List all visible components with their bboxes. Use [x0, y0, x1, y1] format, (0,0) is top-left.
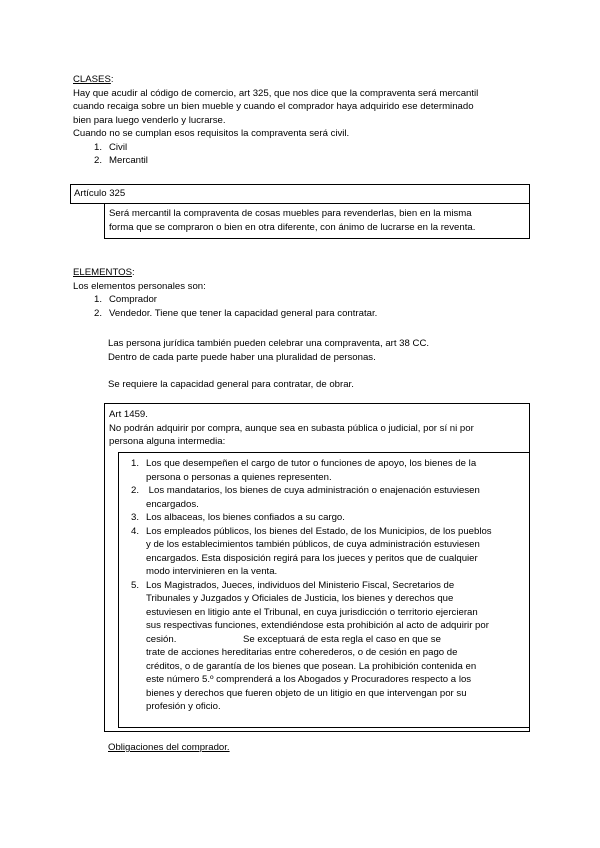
list-line: Los Magistrados, Jueces, individuos del Ministerio Fiscal, Secretarios de [146, 579, 455, 591]
list-line: créditos, o de garantía de los bienes que posean. La prohibición contenida en [146, 660, 477, 672]
list-item [88, 293, 543, 307]
clases-paragraph-line: cuando recaiga sobre un bien mueble y cuando el comprador haya adquirido ese determinado [73, 101, 474, 112]
list-line: Los empleados públicos, los bienes del Estado, de los Municipios, de los pueblos [146, 525, 492, 537]
list-line: sus respectivas funciones, extendiéndose esta prohibición al acto de adquirir por [146, 620, 489, 631]
clases-paragraph-line: Cuando no se cumplan esos requisitos la compraventa será civil. [73, 128, 350, 139]
list-number: 2. [130, 485, 139, 496]
list-number: 1. [130, 458, 139, 469]
art-1459-list-box [118, 452, 530, 728]
articulo-325-title-box [70, 184, 530, 204]
list-item [125, 457, 525, 484]
articulo-325-body [109, 207, 475, 234]
elementos-paragraph-1 [108, 337, 538, 364]
paragraph-line: Las persona jurídica también pueden celebrar una compraventa, art 38 CC. [108, 338, 430, 349]
obligaciones-heading: Obligaciones del comprador. [108, 742, 230, 753]
list-text: Vendedor. Tiene que tener la capacidad general para contratar. [109, 307, 378, 319]
list-number: 4. [130, 525, 139, 537]
elementos-heading: ELEMENTOS [73, 267, 133, 278]
articulo-325-title: Artículo 325 [74, 188, 126, 199]
list-text: Comprador [109, 294, 157, 305]
list-text: Mercantil [109, 155, 148, 166]
elementos-heading-row: ELEMENTOS: [73, 267, 135, 278]
list-line: Los mandatarios, los bienes de cuya administración o enajenación estuviesen [146, 485, 480, 496]
list-line: profesión y oficio. [146, 701, 221, 712]
list-item [125, 511, 525, 525]
list-line: y de los establecimientos también públicos, de cuya administración estuviesen [146, 539, 480, 550]
clases-heading-row: CLASES: [73, 74, 114, 85]
art-1459-title: Art 1459. [109, 409, 148, 420]
list-line: este número 5.º comprenderá a los Abogados y Procuradores respecto a los [146, 674, 472, 685]
list-number: 5. [130, 579, 139, 591]
articulo-325-body-box [104, 203, 530, 239]
paragraph-line: Dentro de cada parte puede haber una pluralidad de personas. [108, 351, 376, 363]
list-item [88, 141, 543, 155]
list-line: trate de acciones hereditarias entre coherederos, o de cesión en pago de [146, 647, 458, 658]
list-number: 2. [93, 307, 102, 319]
art-1459-intro-line: persona alguna intermedia: [109, 436, 226, 447]
list-item [88, 307, 543, 321]
clases-heading: CLASES [73, 74, 111, 85]
list-line: bienes y derechos que fueren objeto de un litigio en que intervengan por su [146, 687, 467, 699]
paragraph-line: Se requiere la capacidad general para contratar, de obrar. [108, 379, 354, 390]
clases-paragraph-line: bien para luego venderlo y lucrarse. [73, 114, 226, 126]
list-number: 2. [93, 155, 102, 166]
elementos-list [88, 293, 543, 320]
list-line: encargados. [146, 498, 199, 510]
list-line: encargados. Esta disposición regirá para los jueces y peritos que de cualquier [146, 552, 478, 564]
elementos-intro: Los elementos personales son: [73, 280, 206, 292]
art-1459-intro-line: No podrán adquirir por compra, aunque sea en subasta pública o judicial, por sí ni por [109, 422, 474, 434]
list-text: Civil [109, 141, 128, 153]
list-item [125, 525, 525, 579]
list-line: modo intervinieren en la venta. [146, 566, 278, 577]
articulo-325-line: forma que se compraron o bien en otra diferente, con ánimo de lucrarse en la reventa. [109, 221, 476, 233]
list-item [88, 154, 543, 168]
list-line: Tribunales y Juzgados y Oficiales de Justicia, los bienes y derechos que [146, 593, 454, 604]
list-number: 1. [93, 294, 102, 305]
list-item [125, 484, 525, 511]
list-number: 3. [130, 512, 139, 523]
list-number: 1. [93, 141, 102, 153]
list-item [125, 579, 525, 714]
elementos-section [73, 266, 543, 320]
clases-paragraph-line: Hay que acudir al código de comercio, art 325, que nos dice que la compraventa será mercantil [73, 87, 479, 99]
list-line: Los albaceas, los bienes confiados a su cargo. [146, 512, 345, 523]
list-line: estuviesen en litigio ante el Tribunal, en cuya jurisdicción o territorio ejercieran [146, 606, 478, 618]
list-line: persona o personas a quienes representen. [146, 471, 332, 483]
list-line: Los que desempeñen el cargo de tutor o funciones de apoyo, los bienes de la [146, 458, 477, 469]
art-1459-list [125, 457, 525, 714]
articulo-325-line: Será mercantil la compraventa de cosas muebles para revenderlas, bien en la misma [109, 208, 472, 219]
elementos-paragraph-2 [108, 378, 538, 392]
clases-section [73, 73, 543, 168]
art-1459-header [109, 408, 474, 449]
list-line: cesión. Se exceptuará de esta regla el caso en que se [146, 633, 441, 645]
clases-list [88, 141, 543, 168]
